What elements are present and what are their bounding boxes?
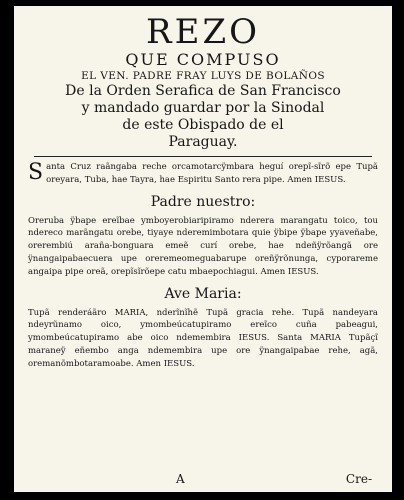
drop-cap-letter: S (28, 160, 44, 185)
ave-maria-heading: Ave Maria: (164, 285, 242, 302)
title-mandate: y mandado guardar por la Sinodal (81, 100, 325, 116)
sign-of-cross-paragraph (28, 161, 378, 187)
title-rezo: REZO (146, 12, 260, 52)
signature-mark: A (176, 472, 185, 486)
title-place: Paraguay. (168, 134, 238, 150)
page-footer (26, 470, 380, 486)
sign-of-cross-text: anta Cruz raãngaba reche orcamotarcÿmbara heguí orepĩ-sĩrõ epe Tupã oreyara, Tuba, hae Tayra, hae Espiritu Santo rera pipe. Amen IESUS. (46, 162, 378, 185)
title-block (26, 14, 380, 151)
title-diocese: de este Obispado de el (122, 117, 284, 133)
title-que-compuso: QUE COMPUSO (125, 50, 281, 69)
catchword: Cre- (345, 472, 372, 486)
ave-maria-text: Tupã renderáãro MARIA, nderĩnĩhẽ Tupã gracia rehe. Tupã nandeyara ndeyrũnamo oico, ymombeúcatupiramo ereĩco cuña pabeagui, ymombeúcatupiramo abe oico ndemembira IESUS. Santa MARIA Tupãçĩ maraneÿ eñembo anga ndemembira upe ore ÿnangaipabae rehe, agã, oremanõmbotaramoabe. Amen IESUS. (28, 307, 378, 369)
document-page (14, 6, 392, 492)
padre-nuestro-heading: Padre nuestro: (150, 193, 256, 210)
title-order: De la Orden Serafica de San Francisco (65, 83, 341, 99)
title-author: EL VEN. PADRE FRAY LUYS DE BOLAÑOS (81, 70, 325, 82)
padre-nuestro-text: Oreruba ÿbape ereĩbae ymboyerobiaripiramo nderera marangatu toico, tou ndereco marãngatu orebe, tiyaye nderemimbotara quie ÿbipe ÿbape yyaveñabe, orerembiú araña-bonguara emeẽ curí orebe, hae ndeñÿrõangã ore ÿnangaipabaecuera upe oreremeomeguabarupe oreñÿrõnunga, cyporareme angaipa pipe oreã, orepĩsĩrõepe catu mbaepochiagui. Amen IESUS. (28, 215, 378, 277)
divider-rule (34, 156, 372, 157)
